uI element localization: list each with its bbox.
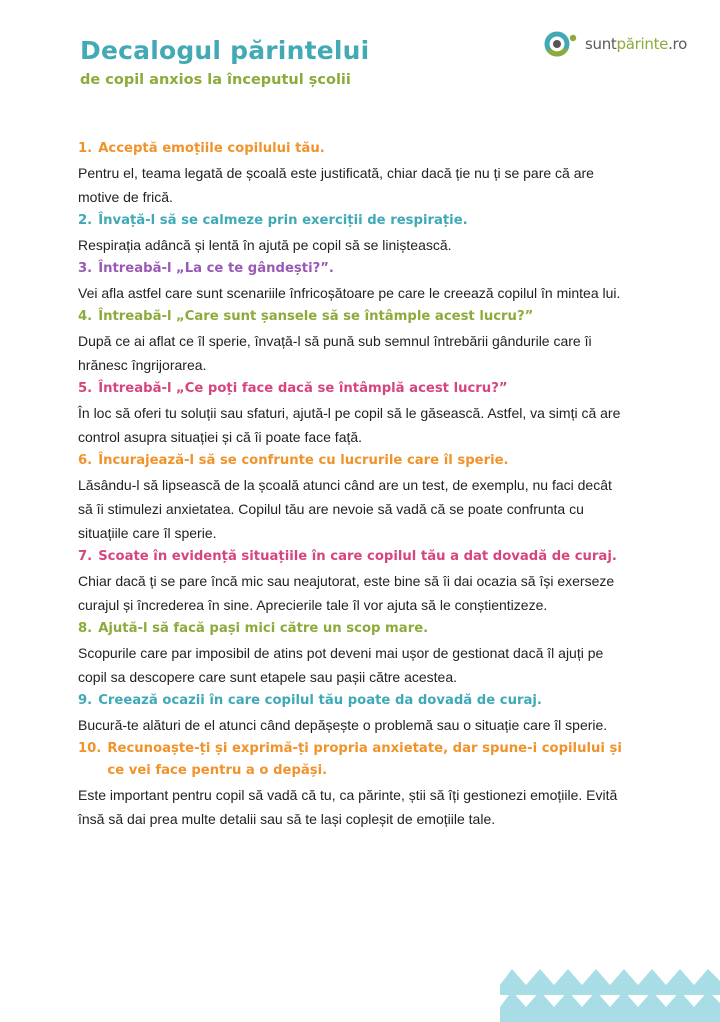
item-body: În loc să oferi tu soluții sau sfaturi, ajută-l pe copil să le găsească. Astfel, va simți că are control asupra situației și că îi poate face față. [78, 405, 621, 445]
item-heading-text: Acceptă emoțiile copilului tău. [98, 141, 325, 156]
logo-text-suffix: .ro [668, 35, 687, 53]
item-heading [78, 690, 628, 712]
item-number: 7. [78, 549, 93, 564]
item-number: 6. [78, 453, 93, 468]
item-number: 4. [78, 309, 93, 324]
item-heading-text: Întreabă-l „Care sunt șansele să se întâmple acest lucru?” [98, 309, 534, 324]
page-title: Decalogul părintelui [80, 36, 370, 65]
item-body: Vei afla astfel care sunt scenariile înfricoșătoare pe care le creează copilul în mintea lui. [78, 285, 621, 301]
item-heading-text: Învață-l să se calmeze prin exerciții de respirație. [98, 213, 468, 228]
item-body: Scopurile care par imposibil de atins pot deveni mai ușor de gestionat dacă îl ajuți pe copil sa descopere care sunt etapele sau pașii către acestea. [78, 645, 604, 685]
item-heading [78, 138, 628, 160]
item-heading-text: Întreabă-l „Ce poți face dacă se întâmplă acest lucru?” [98, 381, 508, 396]
item-heading-text: Încurajează-l să se confrunte cu lucrurile care îl sperie. [98, 453, 509, 468]
item-heading [78, 618, 628, 640]
item-heading [78, 210, 628, 232]
site-logo[interactable] [543, 28, 687, 60]
logo-text-accent: părinte [616, 35, 669, 53]
item-number: 5. [78, 381, 93, 396]
logo-dots-icon [543, 28, 579, 60]
item-heading-text: Recunoaște-ți și exprimă-ți propria anxietate, dar spune-i copilului și ce vei face pentru a o depăși. [107, 741, 622, 778]
item-heading [78, 258, 628, 280]
item-number: 10. [78, 741, 102, 756]
item-number: 8. [78, 621, 93, 636]
zigzag-waves-icon [500, 955, 720, 1022]
item-heading [78, 450, 628, 472]
item-heading-text: Scoate în evidență situațiile în care copilul tău a dat dovadă de curaj. [98, 549, 617, 564]
item-body: Respirația adâncă și lentă în ajută pe copil să se liniștească. [78, 237, 452, 253]
item-heading [78, 738, 628, 782]
item-number: 1. [78, 141, 93, 156]
page-subtitle: de copil anxios la începutul școlii [80, 72, 351, 88]
item-body: După ce ai aflat ce îl sperie, învață-l să pună sub semnul întrebării gândurile care îi hrănesc îngrijorarea. [78, 333, 592, 373]
item-heading-text: Creează ocazii în care copilul tău poate da dovadă de curaj. [98, 693, 542, 708]
item-heading-text: Întreabă-l „La ce te gândești?”. [98, 261, 334, 276]
item-heading [78, 306, 628, 328]
item-body: Pentru el, teama legată de școală este justificată, chiar dacă ție nu ți se pare că are motive de frică. [78, 165, 594, 205]
item-body: Chiar dacă ți se pare încă mic sau neajutorat, este bine să îi dai ocazia să își exerseze curajul și încrederea în sine. Aprecierile tale îl vor ajuta să le conștientizeze. [78, 573, 615, 613]
item-body: Este important pentru copil să vadă că tu, ca părinte, știi să îți gestionezi emoțiile. Evită însă să dai prea multe detalii sau să te lași copleșit de emoțiile tale. [78, 787, 618, 827]
logo-text-prefix: sunt [585, 35, 617, 53]
logo-text [585, 35, 687, 53]
item-number: 2. [78, 213, 93, 228]
item-body: Bucură-te alături de el atunci când depășește o problemă sau o situație care îl sperie. [78, 717, 608, 733]
item-heading [78, 378, 628, 400]
decalog-list [78, 138, 628, 832]
item-body: Lăsându-l să lipsească de la școală atunci când are un test, de exemplu, nu faci decât să îi stimulezi anxietatea. Copilul tău are nevoie să vadă că se poate confrunta cu situațiile care îl sperie. [78, 477, 612, 541]
item-heading-text: Ajută-l să facă pași mici către un scop mare. [98, 621, 429, 636]
item-number: 3. [78, 261, 93, 276]
item-number: 9. [78, 693, 93, 708]
item-heading [78, 546, 628, 568]
